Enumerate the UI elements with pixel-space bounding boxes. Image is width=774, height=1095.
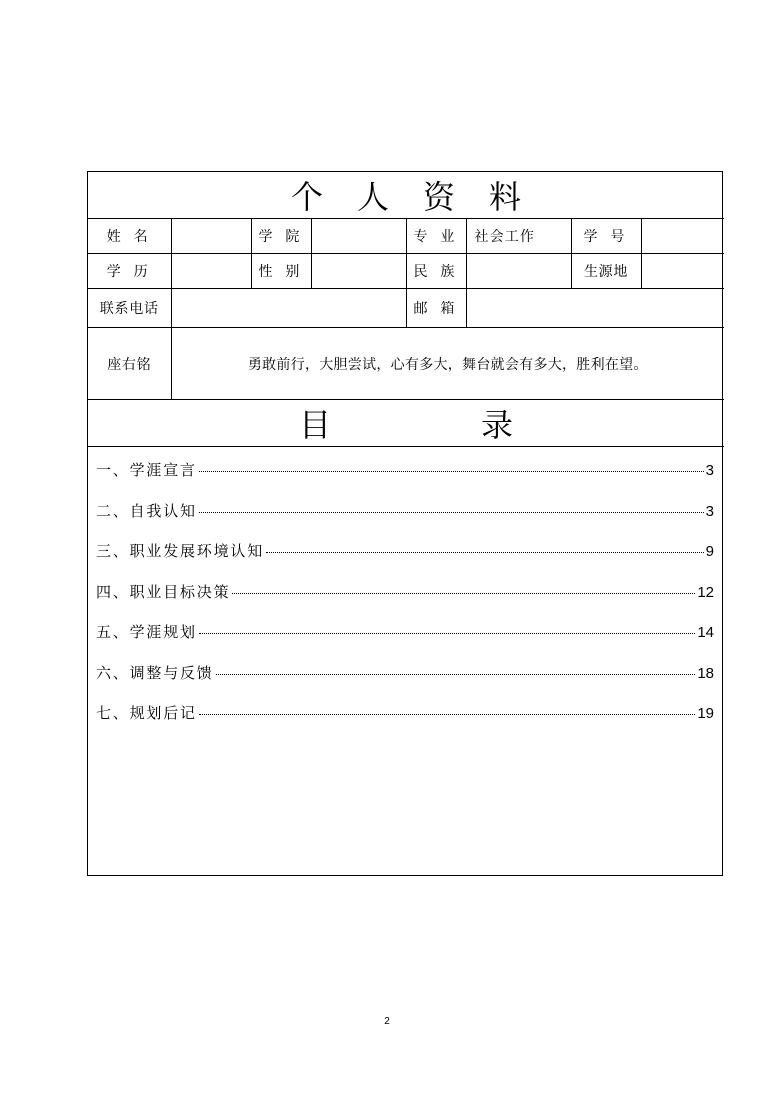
profile-table xyxy=(88,172,724,447)
toc-leader-dots xyxy=(232,593,695,594)
toc-item-label: 五、学涯规划 xyxy=(96,623,197,641)
major-value[interactable]: 社会工作 xyxy=(466,219,571,254)
gender-value[interactable] xyxy=(311,254,406,289)
student-id-label: 学 号 xyxy=(571,219,641,254)
ethnicity-value[interactable] xyxy=(466,254,571,289)
toc-leader-dots xyxy=(199,471,704,472)
email-label: 邮 箱 xyxy=(406,289,466,328)
toc-item-page: 14 xyxy=(697,624,714,641)
toc-item-label: 二、自我认知 xyxy=(96,501,197,520)
toc-item[interactable] xyxy=(96,459,714,500)
motto-value: 勇敢前行，大胆尝试，心有多大，舞台就会有多大，胜利在望。 xyxy=(171,328,724,400)
motto-label: 座右铭 xyxy=(88,328,171,400)
education-label: 学 历 xyxy=(88,254,171,289)
toc-leader-dots xyxy=(199,714,696,715)
toc-leader-dots xyxy=(199,512,704,513)
toc-leader-dots xyxy=(199,633,696,634)
college-value[interactable] xyxy=(311,219,406,254)
toc-item[interactable] xyxy=(96,500,714,541)
toc-item-page: 3 xyxy=(705,502,714,520)
toc-item-page: 9 xyxy=(705,543,714,560)
toc-item[interactable] xyxy=(96,702,714,743)
toc-item[interactable] xyxy=(96,621,714,662)
phone-value[interactable] xyxy=(171,289,406,328)
education-value[interactable] xyxy=(171,254,251,289)
toc-item-label: 一、学涯宣言 xyxy=(96,461,197,479)
toc-item-label: 三、职业发展环境认知 xyxy=(96,542,265,560)
toc-item-page: 12 xyxy=(697,583,714,601)
document-frame xyxy=(87,171,723,876)
college-label: 学 院 xyxy=(251,219,311,254)
toc-item-label: 七、规划后记 xyxy=(96,704,197,722)
toc-item-label: 四、职业目标决策 xyxy=(96,582,231,601)
toc-leader-dots xyxy=(266,552,704,553)
toc-item[interactable] xyxy=(96,662,714,703)
page-number: 2 xyxy=(384,1016,390,1027)
toc-item-label: 六、调整与反馈 xyxy=(96,663,214,682)
phone-label: 联系电话 xyxy=(88,289,171,328)
name-value[interactable] xyxy=(171,219,251,254)
table-of-contents xyxy=(88,447,722,743)
profile-title: 个 人 资 料 xyxy=(88,172,724,219)
toc-leader-dots xyxy=(216,674,696,675)
toc-item[interactable] xyxy=(96,540,714,581)
email-value[interactable] xyxy=(466,289,724,328)
toc-item-page: 18 xyxy=(697,664,714,682)
gender-label: 性 别 xyxy=(251,254,311,289)
origin-label: 生源地 xyxy=(571,254,641,289)
ethnicity-label: 民 族 xyxy=(406,254,466,289)
student-id-value[interactable] xyxy=(641,219,724,254)
major-label: 专 业 xyxy=(406,219,466,254)
origin-value[interactable] xyxy=(641,254,724,289)
name-label: 姓 名 xyxy=(88,219,171,254)
toc-title: 目 录 xyxy=(88,400,724,447)
toc-item-page: 19 xyxy=(697,705,714,722)
toc-item[interactable] xyxy=(96,581,714,622)
toc-item-page: 3 xyxy=(705,462,714,479)
